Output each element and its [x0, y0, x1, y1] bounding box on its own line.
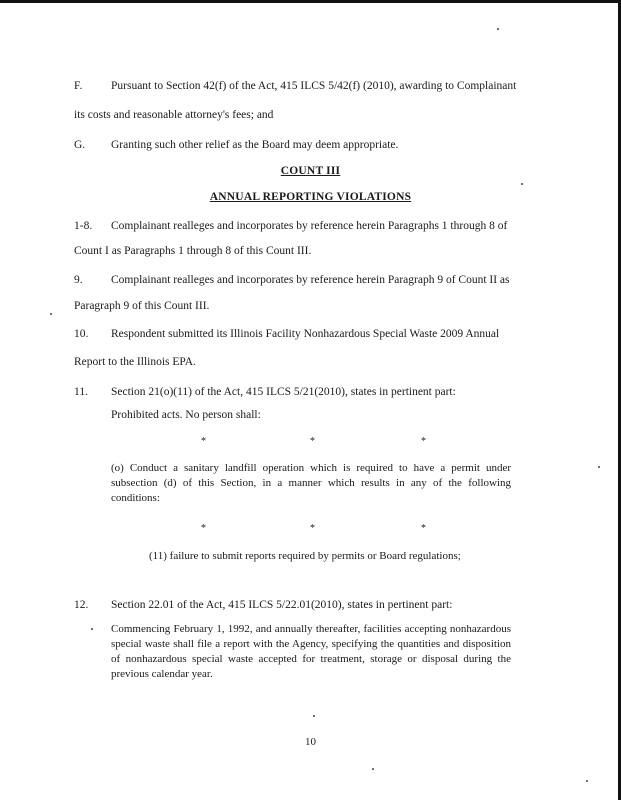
scan-speck: [372, 768, 374, 770]
scan-speck: [521, 183, 523, 185]
paragraph-1-8-line-1: Complainant realleges and incorporates by reference herein Paragraphs 1 through 8 of: [111, 220, 508, 232]
paragraph-9-line-2: Paragraph 9 of this Count III.: [74, 300, 210, 312]
paragraph-f-label: F.: [74, 80, 83, 92]
paragraph-12-quote: Commencing February 1, 1992, and annually thereafter, facilities accepting nonhazardous special waste shall file a report with the Agency, specifying the quantities and disposition of nonhazardous special waste accepted for treatment, storage or disposal during the previous calendar year.: [111, 623, 511, 680]
count-title: COUNT III: [280, 165, 341, 177]
scan-speck: [313, 715, 315, 717]
scan-speck: [91, 628, 93, 630]
ellipsis-star: *: [310, 523, 315, 534]
paragraph-12-text: Section 22.01 of the Act, 415 ILCS 5/22.01(2010), states in pertinent part:: [111, 599, 453, 611]
count-subtitle: ANNUAL REPORTING VIOLATIONS: [209, 191, 412, 203]
paragraph-10-line-1: Respondent submitted its Illinois Facility Nonhazardous Special Waste 2009 Annual: [111, 328, 500, 340]
paragraph-9-label: 9.: [74, 274, 83, 286]
clause-o-text: (o) Conduct a sanitary landfill operation which is required to have a permit under subsection (d) of this Section, in a manner which results in any of the following conditions:: [111, 462, 511, 504]
paragraph-f-line-2: its costs and reasonable attorney's fees; and: [74, 109, 274, 121]
paragraph-g-text: Granting such other relief as the Board may deem appropriate.: [111, 139, 399, 151]
ellipsis-star: *: [310, 436, 315, 447]
clause-11-text: (11) failure to submit reports required by permits or Board regulations;: [149, 550, 461, 562]
paragraph-11-text: Section 21(o)(11) of the Act, 415 ILCS 5/21(2010), states in pertinent part:: [111, 386, 456, 398]
paragraph-12-label: 12.: [74, 599, 89, 611]
ellipsis-star: *: [201, 523, 206, 534]
ellipsis-star: *: [421, 436, 426, 447]
paragraph-f-line-1: Pursuant to Section 42(f) of the Act, 415 ILCS 5/42(f) (2010), awarding to Complainant: [111, 80, 517, 92]
paragraph-10-label: 10.: [74, 328, 89, 340]
scan-speck: [598, 466, 600, 468]
paragraph-11-label: 11.: [74, 386, 88, 398]
ellipsis-star: *: [421, 523, 426, 534]
scan-speck: [50, 313, 52, 315]
paragraph-9-line-1: Complainant realleges and incorporates by reference herein Paragraph 9 of Count II as: [111, 274, 510, 286]
ellipsis-star: *: [201, 436, 206, 447]
page-number: 10: [305, 736, 316, 748]
scan-speck: [497, 28, 499, 30]
paragraph-1-8-label: 1-8.: [74, 220, 93, 232]
paragraph-1-8-line-2: Count I as Paragraphs 1 through 8 of this Count III.: [74, 245, 312, 257]
paragraph-10-line-2: Report to the Illinois EPA.: [74, 356, 196, 368]
paragraph-g-label: G.: [74, 139, 86, 151]
page-top-border: [0, 0, 621, 3]
scan-speck: [586, 780, 588, 782]
prohibited-acts-intro: Prohibited acts. No person shall:: [111, 409, 261, 421]
